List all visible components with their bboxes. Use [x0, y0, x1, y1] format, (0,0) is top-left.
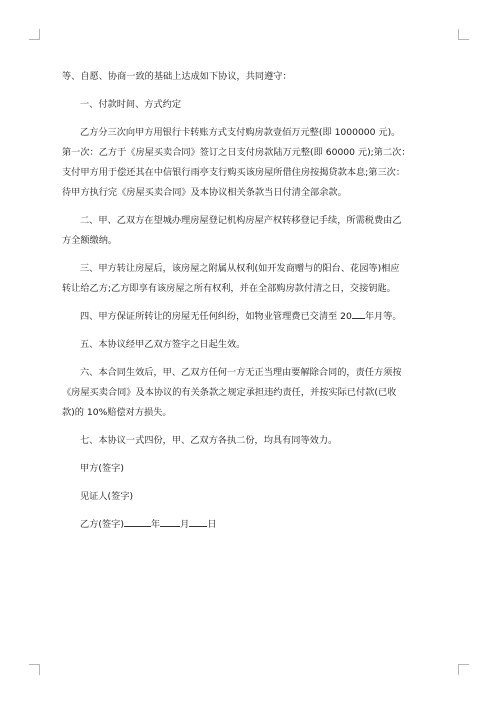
clause7-line: 七、本协议一式四份，甲、乙双方各执二份，均具有同等效力。: [80, 435, 338, 446]
year-label: 年: [150, 519, 161, 530]
clause1-line: 乙方分三次向甲方用银行卡转账方式支付购房款壹佰万元整(即 1000000 元)。: [80, 127, 401, 138]
agreement-body: [62, 67, 444, 535]
signature-blank: [124, 516, 151, 527]
clause3-line: 转让给乙方;乙方即享有该房屋之所有权利，并在全部购房款付清之日，交接钥匙。: [62, 283, 396, 294]
clause4-line: [62, 307, 444, 327]
clause4-text-before: 四、甲方保证所转让的房屋无任何纠纷，如物业管理费已交清至 20: [80, 311, 352, 322]
party-b-signature-date: [62, 515, 444, 535]
crop-mark-bottom-right: [458, 664, 469, 675]
clause1-line: 第一次：乙方于《房屋买卖合同》签订之日支付房款陆万元整(即 60000 元);第二次：: [62, 147, 411, 158]
intro-line: 等、自愿、协商一致的基础上达成如下协议，共同遵守：: [62, 71, 292, 82]
party-a-signature: 甲方(签字): [80, 463, 124, 474]
party-b-signature-label: 乙方(签字): [80, 519, 124, 530]
day-label: 日: [207, 519, 217, 530]
day-blank: [189, 516, 207, 527]
crop-mark-top-left: [29, 29, 40, 40]
clause1-line: 待甲方执行完《房屋买卖合同》及本协议相关条款当日付清全部余款。: [62, 187, 347, 198]
month-blank: [160, 516, 180, 527]
year-blank: [352, 308, 365, 319]
month-label: 月: [180, 519, 190, 530]
clause1-line: 支付甲方用于偿还其在中信银行雨亭支行购买该房屋所借住房按揭贷款本息;第三次：: [62, 167, 406, 178]
clause4-text-after: 年月等。: [364, 311, 402, 322]
clause5-line: 五、本协议经甲乙双方签字之日起生效。: [80, 339, 246, 350]
clause2-line: 方全额缴纳。: [62, 235, 118, 246]
witness-signature: 见证人(签字): [80, 491, 134, 502]
clause6-line: 款)的 10%赔偿对方损失。: [62, 407, 172, 418]
crop-mark-bottom-left: [29, 664, 40, 675]
clause6-line: 《房屋买卖合同》及本协议的有关条款之规定承担违约责任，并按实际已付款(已收: [62, 387, 397, 398]
clause2-line: 二、甲、乙双方在望城办理房屋登记机构房屋产权转移登记手续，所需税费由乙: [80, 215, 402, 226]
clause6-line: 六、本合同生效后，甲、乙双方任何一方无正当理由要解除合同的，责任方须按: [80, 367, 402, 378]
section-heading-payment: 一、付款时间、方式约定: [80, 99, 182, 110]
clause3-line: 三、甲方转让房屋后，该房屋之附属从权利(如开发商赠与的阳台、花园等)相应: [80, 263, 400, 274]
crop-mark-top-right: [458, 29, 469, 40]
